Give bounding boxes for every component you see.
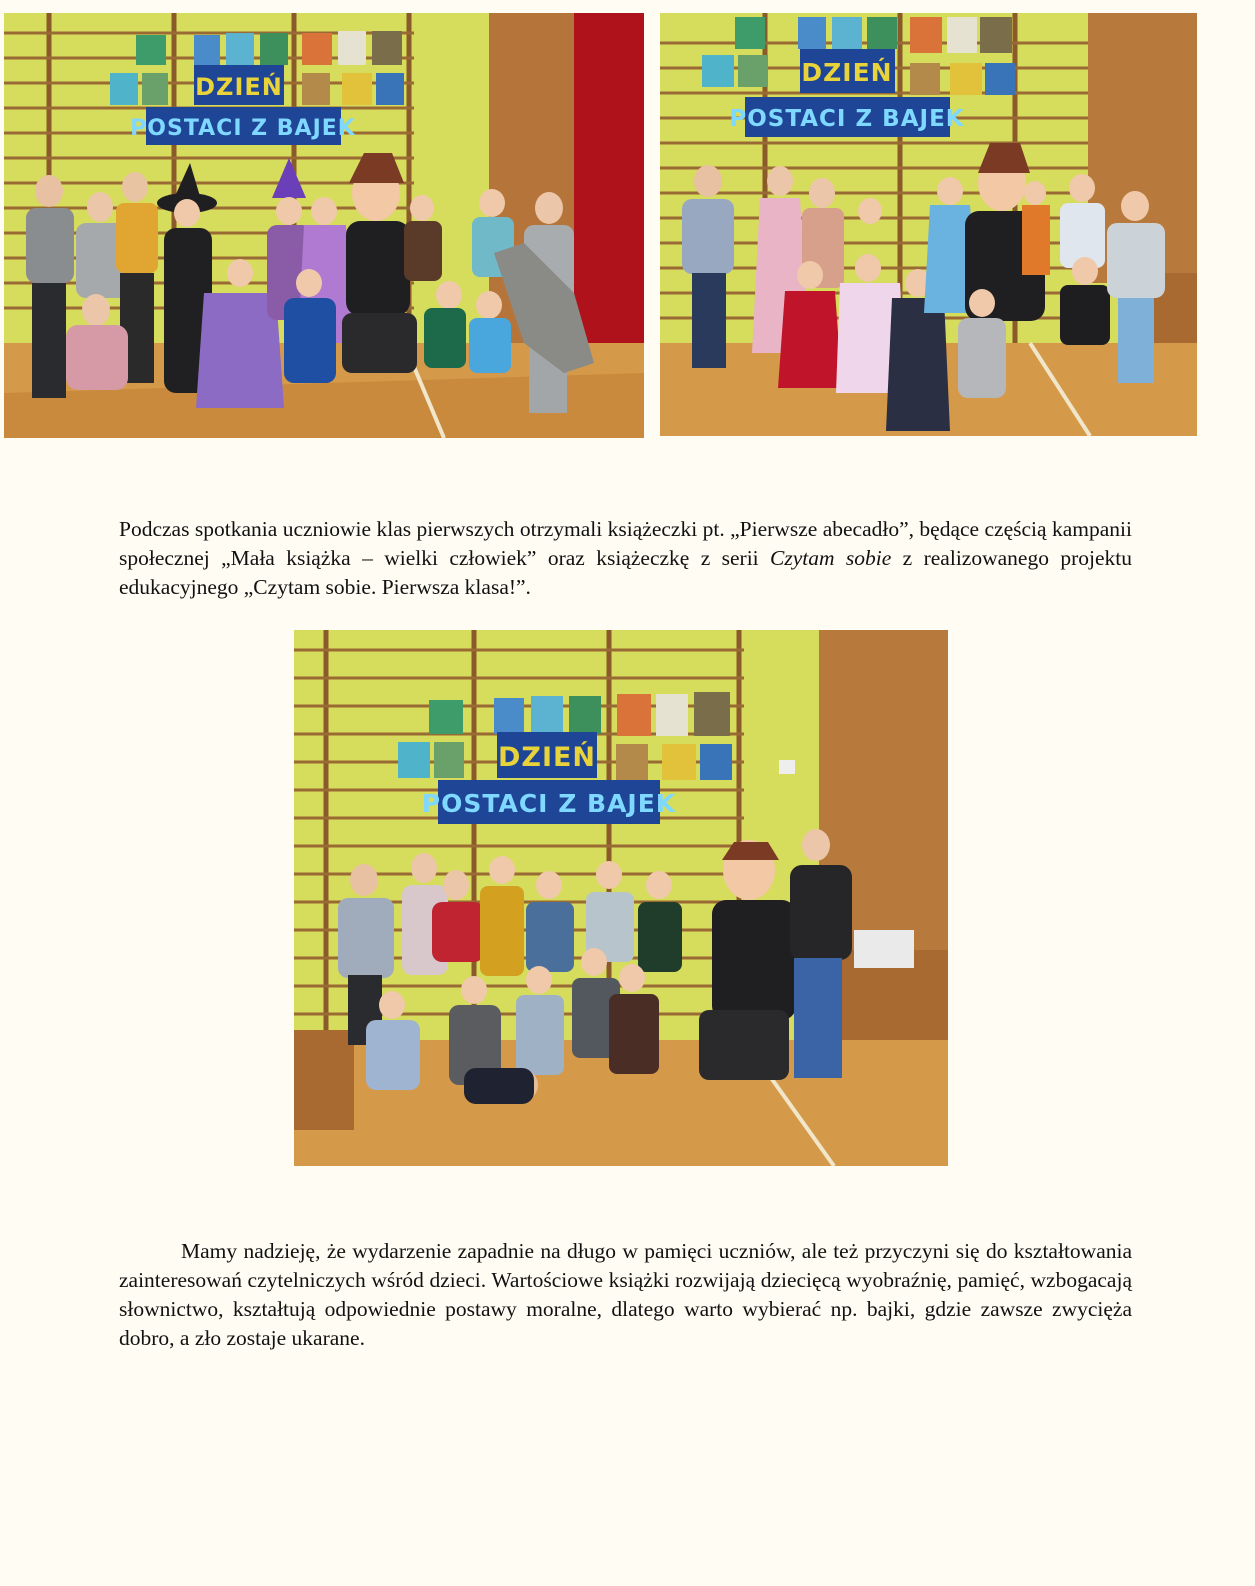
banner-bottom-text: POSTACI Z BAJEK — [421, 789, 677, 818]
banner-top-text: DZIEŃ — [195, 73, 283, 101]
banner-bottom-text: POSTACI Z BAJEK — [130, 116, 356, 141]
paragraph-closing-remarks: Mamy nadzieję, że wydarzenie zapadnie na długo w pamięci uczniów, ale też przyczyni się do kształtowania zainteresowań czytelniczych wśród dzieci. Wartościowe książki rozwijają dziecięcą wyobraźnię, pamięć, wzbogacają słownictwo, kształtują odpowiednie postawy moralne, dlatego warto wybierać np. bajki, gdzie zawsze zwycięża dobro, a zło zostaje ukarane. — [119, 1239, 1132, 1350]
photo-costume-group-1 — [4, 13, 644, 438]
banner-bottom-text: POSTACI Z BAJEK — [729, 106, 965, 132]
photo-book-group — [294, 630, 948, 1166]
paragraph-books-received — [119, 515, 1132, 602]
photo-costume-group-2 — [660, 13, 1197, 436]
paragraph-text: z realizowanego projektu edukacyjnego „Czytam sobie. Pierwsza klasa!”. — [119, 546, 1132, 599]
banner-top-text: DZIEŃ — [801, 58, 893, 87]
banner-top-text: DZIEŃ — [497, 742, 597, 773]
paragraph-text: Podczas spotkania uczniowie klas pierwszych otrzymali książeczki pt. „Pierwsze abecadło”, będące częścią kampanii społecznej „Mała książka – wielki człowiek” oraz książeczkę z serii — [119, 517, 1132, 570]
series-title-italic: Czytam sobie — [770, 546, 892, 570]
